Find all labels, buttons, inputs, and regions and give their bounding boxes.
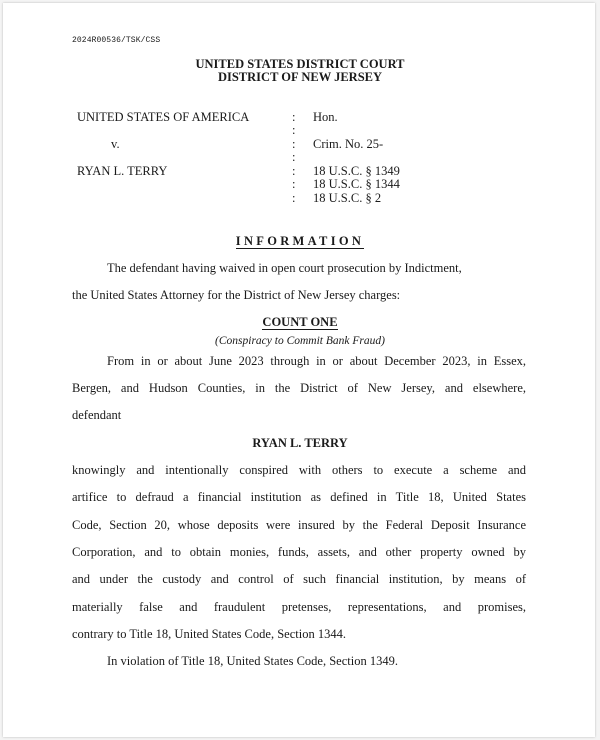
body-line: contrary to Title 18, United States Code, Section 1344. <box>72 627 346 641</box>
body-line: knowingly and intentionally conspired with others to execute a scheme and <box>72 463 526 477</box>
caption-colon: : <box>292 137 296 151</box>
caption-defendant: RYAN L. TERRY <box>77 164 168 178</box>
intro-line: The defendant having waived in open court prosecution by Indictment, <box>107 261 462 275</box>
caption-plaintiff: UNITED STATES OF AMERICA <box>77 110 250 124</box>
caption-statute: 18 U.S.C. § 1344 <box>313 177 400 191</box>
body-line: Bergen, and Hudson Counties, in the District of New Jersey, and elsewhere, <box>72 381 526 395</box>
caption-statute: 18 U.S.C. § 2 <box>313 191 382 205</box>
count-subtitle: (Conspiracy to Commit Bank Fraud) <box>215 335 385 347</box>
information-title-text: INFORMATION <box>235 234 365 248</box>
caption-case-number: Crim. No. 25- <box>313 137 384 151</box>
body-line: defendant <box>72 408 122 422</box>
caption-colon: : <box>292 177 296 191</box>
body-line: and under the custody and control of such financial institution, by means of <box>72 572 526 586</box>
court-name: UNITED STATES DISTRICT COURT <box>195 57 405 71</box>
count-heading-text: COUNT ONE <box>262 315 338 329</box>
caption-colon: : <box>292 164 296 178</box>
body-line: Corporation, and to obtain monies, funds, assets, and other property owned by <box>72 545 526 559</box>
caption-colon: : <box>292 110 296 124</box>
body-line: Code, Section 20, whose deposits were insured by the Federal Deposit Insurance <box>72 518 526 532</box>
caption-colon: : <box>292 123 296 137</box>
caption-colon: : <box>292 191 296 205</box>
body-line: From in or about June 2023 through in or about December 2023, in Essex, <box>107 354 526 368</box>
document-id: 2024R00536/TSK/CSS <box>72 36 161 45</box>
information-title <box>0 234 600 249</box>
caption-versus: v. <box>111 137 120 151</box>
count-heading <box>0 315 600 329</box>
intro-line: the United States Attorney for the District of New Jersey charges: <box>72 288 401 302</box>
defendant-name: RYAN L. TERRY <box>252 436 348 450</box>
caption-judge: Hon. <box>313 110 338 124</box>
body-line: materially false and fraudulent pretenses, representations, and promises, <box>72 600 526 614</box>
body-line: artifice to defraud a financial institution as defined in Title 18, United States <box>72 490 526 504</box>
violation-line: In violation of Title 18, United States Code, Section 1349. <box>107 654 398 668</box>
caption-colon: : <box>292 150 296 164</box>
court-district: DISTRICT OF NEW JERSEY <box>217 70 383 84</box>
caption-statute: 18 U.S.C. § 1349 <box>313 164 400 178</box>
